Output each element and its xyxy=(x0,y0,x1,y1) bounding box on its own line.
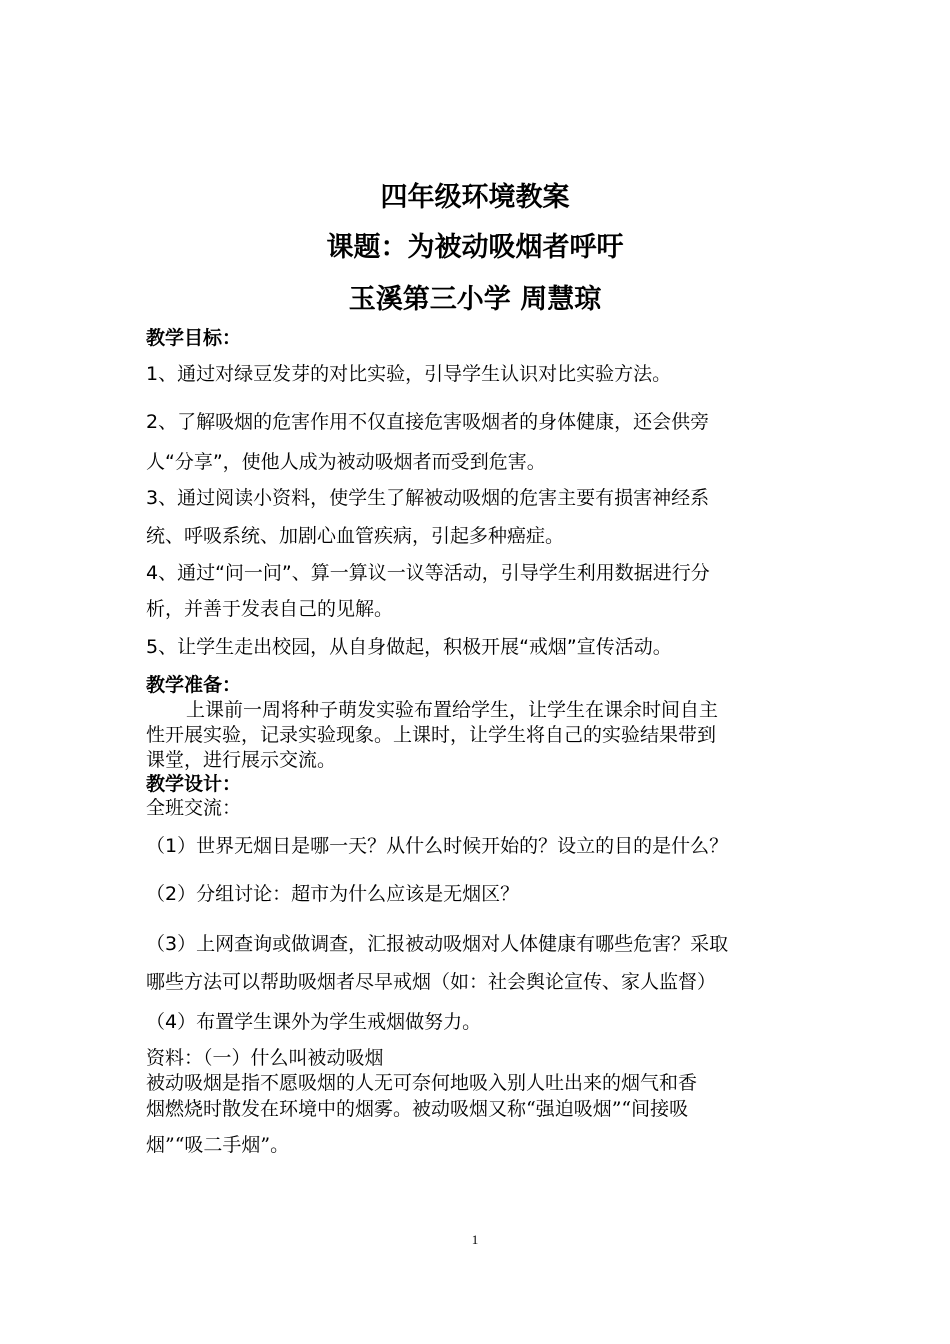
objective-line: 统、呼吸系统、加剧心血管疾病，引起多种癌症。 xyxy=(146,525,565,547)
materials-line: 被动吸烟是指不愿吸烟的人无可奈何地吸入别人吐出来的烟气和香 xyxy=(146,1072,698,1094)
design-item: （1）世界无烟日是哪一天？从什么时候开始的？设立的目的是什么？ xyxy=(146,835,729,857)
preparation-line: 性开展实验，记录实验现象。上课时，让学生将自己的实验结果带到 xyxy=(146,724,717,746)
objective-line: 人“分享”，使他人成为被动吸烟者而受到危害。 xyxy=(146,451,546,473)
objectives-heading: 教学目标： xyxy=(146,327,242,349)
objective-line: 5、让学生走出校园，从自身做起，积极开展“戒烟”宣传活动。 xyxy=(146,636,672,658)
materials-line: 烟燃烧时散发在环境中的烟雾。被动吸烟又称“强迫吸烟”“间接吸 xyxy=(146,1098,689,1120)
materials-label: 资料：（一）什么叫被动吸烟 xyxy=(146,1047,384,1069)
preparation-line: 课堂，进行展示交流。 xyxy=(146,749,337,771)
design-heading: 教学设计： xyxy=(146,773,242,795)
lesson-topic: 课题：为被动吸烟者呼吁 xyxy=(326,232,624,263)
design-item: 哪些方法可以帮助吸烟者尽早戒烟（如：社会舆论宣传、家人监督） xyxy=(146,971,717,993)
design-intro: 全班交流： xyxy=(146,797,242,819)
document-title: 四年级环境教案 xyxy=(380,182,570,213)
preparation-heading: 教学准备： xyxy=(146,674,242,696)
design-item: （2）分组讨论：超市为什么应该是无烟区？ xyxy=(146,883,520,905)
author-line: 玉溪第三小学 周慧琼 xyxy=(348,284,602,315)
preparation-line: 上课前一周将种子萌发实验布置给学生，让学生在课余时间自主 xyxy=(186,699,719,721)
page-number: 1 xyxy=(471,1232,479,1247)
design-item: （3）上网查询或做调查，汇报被动吸烟对人体健康有哪些危害？采取 xyxy=(146,933,729,955)
objective-line: 析，并善于发表自己的见解。 xyxy=(146,598,394,620)
materials-line: 烟”“吸二手烟”。 xyxy=(146,1134,290,1156)
objective-line: 1、通过对绿豆发芽的对比实验，引导学生认识对比实验方法。 xyxy=(146,363,672,385)
design-item: （4）布置学生课外为学生戒烟做努力。 xyxy=(146,1011,482,1033)
objective-line: 4、通过“问一问”、算一算议一议等活动，引导学生利用数据进行分 xyxy=(146,562,710,584)
objective-line: 3、通过阅读小资料，使学生了解被动吸烟的危害主要有损害神经系 xyxy=(146,487,710,509)
objective-line: 2、了解吸烟的危害作用不仅直接危害吸烟者的身体健康，还会供旁 xyxy=(146,411,710,433)
